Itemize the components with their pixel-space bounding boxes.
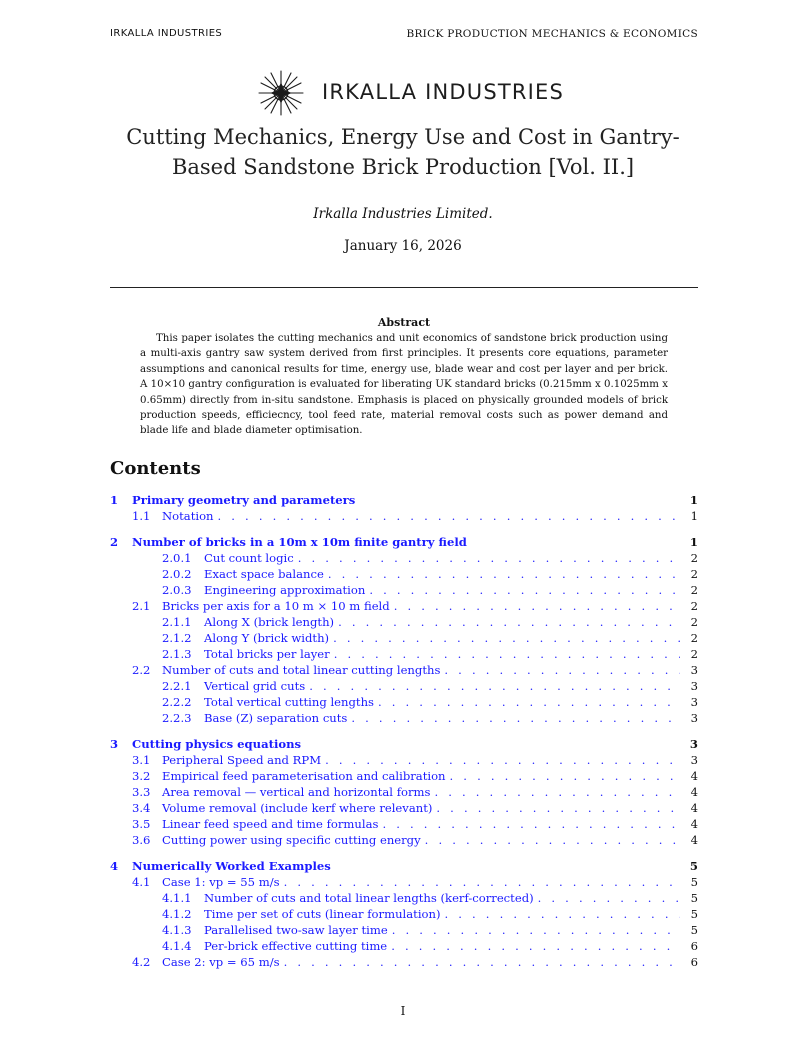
toc-entry[interactable] [110, 922, 698, 938]
toc-entry-number: 2.2.2 [162, 695, 192, 709]
toc-entry-page: 2 [690, 583, 698, 597]
toc-entry[interactable] [110, 816, 698, 832]
toc-entry-page: 2 [690, 647, 698, 661]
toc-entry-number: 2.0.3 [162, 583, 192, 597]
toc-dot-leader [378, 694, 680, 710]
toc-entry-page: 1 [689, 493, 698, 507]
toc-dot-leader [436, 800, 680, 816]
toc-entry-page: 5 [690, 907, 698, 921]
toc-dot-leader [333, 630, 680, 646]
toc-entry-number: 1 [110, 493, 119, 507]
toc-entry[interactable] [110, 874, 698, 890]
logo-wordmark: IRKALLA INDUSTRIES [322, 80, 565, 104]
toc-entry[interactable] [110, 752, 698, 768]
toc-entry-label[interactable]: Along Y (brick width) [204, 631, 330, 645]
toc-entry-label[interactable]: Cut count logic [204, 551, 294, 565]
toc-dot-leader [325, 752, 680, 768]
running-header-right: BRICK PRODUCTION MECHANICS & ECONOMICS [406, 28, 698, 40]
toc-entry-label[interactable]: Number of cuts and total linear lengths (kerf-corrected) [204, 891, 534, 905]
toc-dot-leader [450, 768, 680, 784]
toc-entry[interactable] [110, 678, 698, 694]
toc-entry-page: 2 [690, 599, 698, 613]
toc-entry-page: 4 [690, 833, 698, 847]
toc-entry[interactable] [110, 598, 698, 614]
toc-entry-label[interactable]: Case 2: vp = 65 m/s [162, 955, 280, 969]
toc-entry-number: 3.6 [132, 833, 151, 847]
toc-entry[interactable] [110, 710, 698, 726]
toc-entry-number: 2.2.3 [162, 711, 192, 725]
toc-entry[interactable] [110, 646, 698, 662]
abstract-body: This paper isolates the cutting mechanics and unit economics of sandstone brick production using a multi-axis gantry saw system derived from first principles. It presents core equations, parameter assumptions and canonical results for time, energy use, blade wear and cost per layer and per brick. A 10×10 gantry configuration is evaluated for liberating UK standard bricks (0.215mm x 0.1025mm x 0.65mm) directly from in-situ sandstone. Emphasis is placed on physically grounded models of brick production speeds, efficiecncy, tool feed rate, material removal costs such as power demand and blade life and blade diameter optimisation. [140, 333, 668, 437]
toc-entry-label[interactable]: Vertical grid cuts [204, 679, 306, 693]
toc-entry[interactable] [110, 736, 698, 752]
toc-dot-leader [444, 662, 680, 678]
paper-date: January 16, 2026 [344, 238, 462, 254]
toc-entry-number: 3.1 [132, 753, 151, 767]
toc-dot-leader [425, 832, 680, 848]
toc-entry-number: 3 [110, 737, 119, 751]
toc-dot-leader [218, 508, 680, 524]
toc-dot-leader [538, 890, 680, 906]
running-header-left: IRKALLA INDUSTRIES [110, 28, 223, 39]
toc-entry-number: 2.1.2 [162, 631, 192, 645]
toc-entry-page: 5 [690, 875, 698, 889]
toc-entry-label[interactable]: Along X (brick length) [204, 615, 335, 629]
toc-entry-label[interactable]: Total bricks per layer [204, 647, 330, 661]
toc-entry-number: 2.1.1 [162, 615, 192, 629]
toc-entry-page: 1 [690, 509, 698, 523]
page-number: I [400, 1004, 406, 1018]
title-rule [110, 287, 698, 288]
toc-entry-number: 4.1.3 [162, 923, 192, 937]
toc-dot-leader [328, 566, 680, 582]
toc-entry[interactable] [110, 768, 698, 784]
toc-entry-number: 4.2 [132, 955, 151, 969]
toc-entry[interactable] [110, 954, 698, 970]
toc-entry-label[interactable]: Number of cuts and total linear cutting lengths [162, 663, 441, 677]
toc-entry-number: 3.5 [132, 817, 151, 831]
toc-entry-page: 3 [690, 711, 698, 725]
toc-entry[interactable] [110, 534, 698, 550]
toc-entry-label[interactable]: Parallelised two-saw layer time [204, 923, 388, 937]
toc-entry[interactable] [110, 800, 698, 816]
toc-entry[interactable] [110, 614, 698, 630]
toc-entry-label[interactable]: Cutting power using specific cutting energy [162, 833, 421, 847]
toc-entry-page: 2 [690, 615, 698, 629]
toc-entry-label[interactable]: Numerically Worked Examples [132, 859, 331, 873]
toc-dot-leader [394, 598, 680, 614]
toc-entry-number: 2.2 [132, 663, 151, 677]
toc-entry-number: 4 [110, 859, 119, 873]
toc-entry-label[interactable]: Volume removal (include kerf where relevant) [162, 801, 433, 815]
toc-entry-label[interactable]: Exact space balance [204, 567, 324, 581]
toc-entry[interactable] [110, 508, 698, 524]
toc-dot-leader [391, 938, 680, 954]
toc-entry-number: 2 [110, 535, 119, 549]
toc-entry[interactable] [110, 694, 698, 710]
toc-dot-leader [382, 816, 680, 832]
toc-dot-leader [334, 646, 680, 662]
toc-entry-number: 2.2.1 [162, 679, 192, 693]
toc-dot-leader [284, 954, 680, 970]
toc-dot-leader [309, 678, 680, 694]
toc-entry-label[interactable]: Empirical feed parameterisation and calibration [162, 769, 446, 783]
abstract-heading: Abstract [377, 316, 431, 329]
toc-entry-number: 3.3 [132, 785, 151, 799]
toc-entry-label[interactable]: Case 1: vp = 55 m/s [162, 875, 280, 889]
toc-entry-label[interactable]: Total vertical cutting lengths [204, 695, 374, 709]
toc-dot-leader [434, 784, 680, 800]
toc-entry[interactable] [110, 858, 698, 874]
toc-entry-page: 4 [690, 801, 698, 815]
toc-entry-page: 3 [690, 663, 698, 677]
toc-entry-label[interactable]: Primary geometry and parameters [132, 493, 356, 507]
toc-entry[interactable] [110, 566, 698, 582]
toc-entry-page: 5 [690, 891, 698, 905]
toc-entry[interactable] [110, 662, 698, 678]
toc-entry-page: 3 [690, 695, 698, 709]
toc-entry-page: 2 [690, 551, 698, 565]
toc-entry-page: 6 [690, 939, 698, 953]
contents-heading: Contents [110, 458, 201, 479]
toc-entry[interactable] [110, 550, 698, 566]
toc-entry-page: 2 [690, 631, 698, 645]
toc-entry-page: 4 [690, 769, 698, 783]
toc-entry-label[interactable]: Linear feed speed and time formulas [162, 817, 379, 831]
toc-entry-page: 3 [690, 679, 698, 693]
toc-entry-number: 4.1.2 [162, 907, 192, 921]
toc-entry-page: 2 [690, 567, 698, 581]
toc-entry-label[interactable]: Engineering approximation [204, 583, 366, 597]
toc-entry-number: 4.1.4 [162, 939, 192, 953]
toc-dot-leader [445, 906, 681, 922]
toc-entry-label[interactable]: Per-brick effective cutting time [204, 939, 388, 953]
paper-title: Cutting Mechanics, Energy Use and Cost in Gantry-Based Sandstone Brick Production [Vol. II.] [126, 125, 680, 179]
toc-entry[interactable] [110, 938, 698, 954]
toc-dot-leader [284, 874, 680, 890]
table-of-contents [110, 492, 698, 970]
toc-entry-number: 2.1 [132, 599, 151, 613]
toc-entry[interactable] [110, 630, 698, 646]
toc-entry[interactable] [110, 492, 698, 508]
toc-entry-label[interactable]: Peripheral Speed and RPM [162, 753, 322, 767]
toc-entry-page: 4 [690, 785, 698, 799]
toc-entry-label[interactable]: Notation [162, 509, 214, 523]
toc-entry[interactable] [110, 832, 698, 848]
toc-entry-label[interactable]: Number of bricks in a 10m x 10m finite gantry field [132, 535, 467, 549]
toc-entry-page: 3 [689, 737, 698, 751]
toc-entry-number: 3.2 [132, 769, 151, 783]
toc-entry-page: 3 [690, 753, 698, 767]
toc-dot-leader [392, 922, 680, 938]
toc-entry[interactable] [110, 906, 698, 922]
toc-entry[interactable] [110, 784, 698, 800]
toc-entry-number: 2.1.3 [162, 647, 192, 661]
toc-entry-number: 2.0.1 [162, 551, 192, 565]
toc-entry-number: 4.1 [132, 875, 151, 889]
toc-entry[interactable] [110, 890, 698, 906]
company-logo [258, 70, 565, 120]
toc-dot-leader [338, 614, 680, 630]
toc-entry[interactable] [110, 582, 698, 598]
toc-entry-label[interactable]: Time per set of cuts (linear formulation) [204, 907, 441, 921]
toc-entry-label[interactable]: Base (Z) separation cuts [204, 711, 348, 725]
toc-entry-number: 3.4 [132, 801, 151, 815]
toc-entry-page: 6 [690, 955, 698, 969]
toc-dot-leader [298, 550, 680, 566]
toc-dot-leader [351, 710, 680, 726]
toc-entry-page: 5 [690, 923, 698, 937]
toc-entry-page: 4 [690, 817, 698, 831]
toc-entry-label[interactable]: Bricks per axis for a 10 m × 10 m field [162, 599, 390, 613]
toc-entry-page: 1 [689, 535, 698, 549]
toc-entry-page: 5 [689, 859, 698, 873]
toc-entry-label[interactable]: Area removal — vertical and horizontal forms [162, 785, 431, 799]
toc-entry-number: 4.1.1 [162, 891, 192, 905]
toc-entry-number: 1.1 [132, 509, 151, 523]
star-compass-icon [258, 70, 304, 116]
toc-entry-label[interactable]: Cutting physics equations [132, 737, 302, 751]
toc-entry-number: 2.0.2 [162, 567, 192, 581]
toc-dot-leader [369, 582, 680, 598]
paper-author: Irkalla Industries Limited. [313, 206, 493, 222]
